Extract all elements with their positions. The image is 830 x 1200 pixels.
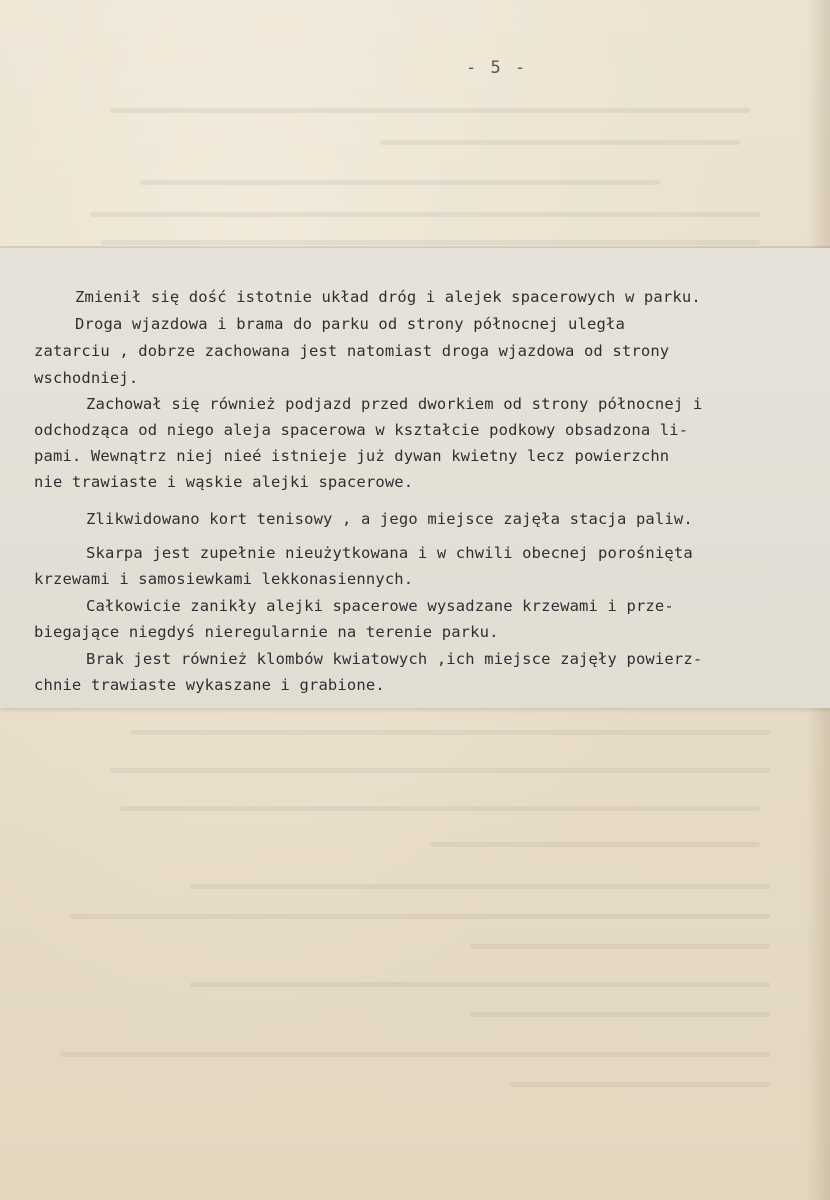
text-line: biegające niegdyś nieregularnie na terenie parku. (34, 623, 499, 641)
bleed-line (110, 108, 750, 113)
bleed-line (470, 1012, 770, 1017)
text-line: nie trawiaste i wąskie alejki spacerowe. (34, 473, 414, 491)
text-line: odchodząca od niego aleja spacerowa w kształcie podkowy obsadzona li- (34, 421, 689, 439)
bleed-line (470, 944, 770, 949)
bleed-line (510, 1082, 770, 1087)
text-line: pami. Wewnątrz niej nieé istnieje już dywan kwietny lecz powierzchn (34, 447, 670, 465)
bleed-line (110, 768, 770, 773)
text-line: Zachował się również podjazd przed dworkiem od strony północnej i (86, 395, 703, 413)
text-line: Całkowicie zanikły alejki spacerowe wysadzane krzewami i prze- (86, 597, 674, 615)
bleed-line (130, 730, 770, 735)
bleed-line (430, 842, 760, 847)
text-line: Skarpa jest zupełnie nieużytkowana i w chwili obecnej porośnięta (86, 544, 693, 562)
bleed-line (90, 212, 760, 217)
bleed-line (190, 982, 770, 987)
text-line: wschodniej. (34, 369, 139, 387)
bleed-line (60, 1052, 770, 1057)
text-line: Droga wjazdowa i brama do parku od strony północnej uległa (75, 315, 625, 333)
text-line: chnie trawiaste wykaszane i grabione. (34, 676, 385, 694)
text-line: Zmienił się dość istotnie układ dróg i alejek spacerowych w parku. (75, 288, 701, 306)
bleed-line (100, 240, 760, 245)
text-line: Brak jest również klombów kwiatowych ,ich miejsce zajęły powierz- (86, 650, 703, 668)
text-line: zatarciu , dobrze zachowana jest natomiast droga wjazdowa od strony (34, 342, 670, 360)
page-number: - 5 - (466, 58, 528, 78)
bleed-line (120, 806, 760, 811)
bleed-line (140, 180, 660, 185)
bleed-line (70, 914, 770, 919)
text-line: Zlikwidowano kort tenisowy , a jego miejsce zajęła stacja paliw. (86, 510, 693, 528)
bleed-line (380, 140, 740, 145)
text-line: krzewami i samosiewkami lekkonasiennych. (34, 570, 414, 588)
pasted-text-sheet (0, 248, 830, 708)
bleed-line (190, 884, 770, 889)
